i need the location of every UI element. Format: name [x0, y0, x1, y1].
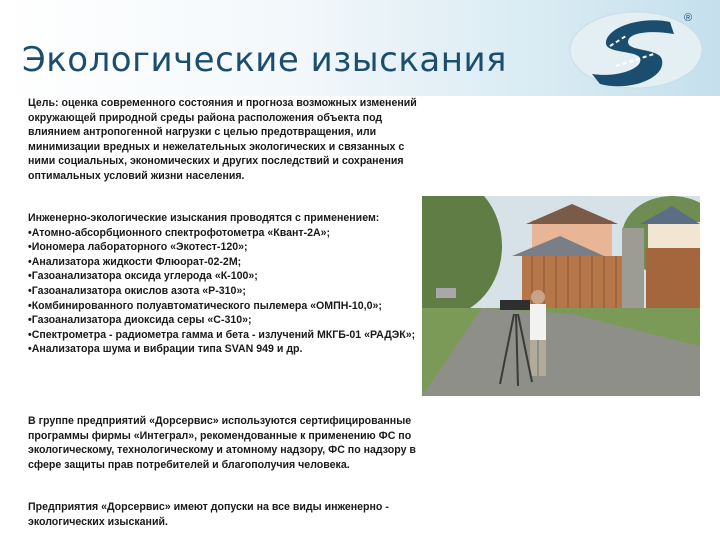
field-survey-photo [422, 196, 700, 396]
equipment-intro: Инженерно-экологические изыскания проводятся с применением: [28, 212, 380, 224]
equipment-item: •Газоанализатора оксида углерода «К-100»; [28, 270, 258, 283]
page-title: Экологические изыскания [22, 40, 507, 80]
equipment-item: •Газоанализатора окислов азота «Р-310»; [28, 284, 246, 297]
equipment-item: •Атомно-абсорбционного спектрофотометра «Квант-2А»; [28, 226, 331, 239]
software-paragraph: В группе предприятий «Дорсервис» используются сертифицированные программы фирмы «Интеграл», рекомендованные к применению ФС по экологическому, технологическому и атомному надзору, ФС по надзору в сфере защиты прав потребителей и благополучия человека. [28, 415, 416, 471]
equipment-item: •Анализатора шума и вибрации типа SVAN 949 и др. [28, 343, 303, 356]
permits-paragraph: Предприятия «Дорсервис» имеют допуски на все виды инженерно - экологических изысканий. [28, 501, 389, 528]
equipment-item: •Анализатора жидкости Флюорат-02-2М; [28, 255, 242, 268]
goal-paragraph: Цель: оценка современного состояния и прогноза возможных изменений окружающей природной среды района расположения объекта под влиянием антропогенной нагрузки с целью предотвращения, или минимизации вредных и нежелательных экологических и связанных с ними социальных, экономических и других последствий и сохранения оптимальных условий жизни населения. [28, 97, 417, 182]
registered-mark: ® [684, 12, 693, 24]
equipment-section [28, 211, 420, 357]
equipment-item: •Спектрометра - радиометра гамма и бета - излучений МКГБ-01 «РАДЭК»; [28, 328, 416, 341]
equipment-item: •Комбинированного полуавтоматического пылемера «ОМПН-10,0»; [28, 299, 382, 312]
equipment-item: •Газоанализатора диоксида серы «С-310»; [28, 314, 252, 327]
equipment-item: •Иономера лабораторного «Экотест-120»; [28, 241, 248, 254]
